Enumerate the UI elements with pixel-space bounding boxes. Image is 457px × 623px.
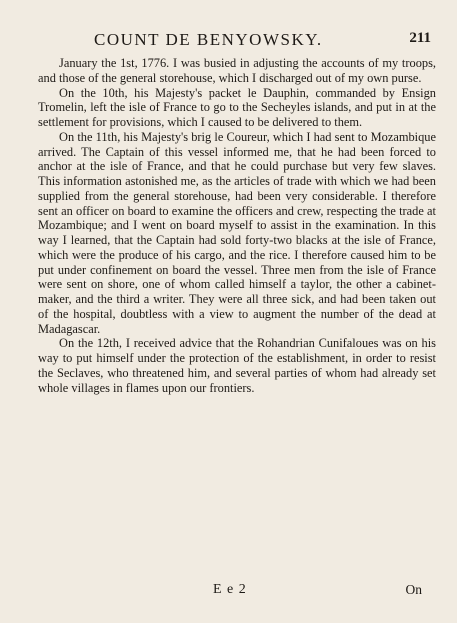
catchword: On [405, 582, 422, 597]
body-text [38, 56, 436, 395]
signature-mark: E e 2 [213, 582, 247, 597]
paragraph: On the 11th, his Majesty's brig le Coureur, which I had sent to Mozambique arrived. The Captain of this vessel informed me, that he had been forced to anchor at the isle of France, and that he could purchase but very few slaves. This information astonished me, as the articles of trade with which we had been supplied from the general storehouse, had been very considerable. I therefore sent an officer on board to examine the officers and crew, respecting the trade at Mozambique; and I went on board myself to assist in the examination. In this way I learned, that the Captain had sold forty-two blacks at the isle of France, which were the produce of his cargo, and the rice. I therefore caused him to be put under confinement on board the vessel. Three men from the isle of France were sent on shore, one of whom called himself a taylor, the other a cabinet-maker, and the third a writer. They were all three sick, and had been taken out of the hospital, doubtless with a view to augment the number of the dead at Madagascar. [38, 129, 436, 336]
paragraph: On the 12th, I received advice that the Rohandrian Cunifaloues was on his way to put himself under the protection of the establishment, in order to resist the Seclaves, who threatened him, and several parties of whom had already set whole villages in flames upon our frontiers. [38, 336, 436, 395]
page-number: 211 [409, 30, 431, 46]
paragraph: On the 10th, his Majesty's packet le Dauphin, commanded by Ensign Tromelin, left the isle of France to go to the Secheyles islands, and put in at the settlement for provisions, which I caused to be delivered to them. [38, 85, 436, 129]
page-header [40, 30, 431, 50]
running-head: COUNT DE BENYOWSKY. [94, 30, 323, 49]
page-footer [38, 582, 436, 600]
paragraph: January the 1st, 1776. I was busied in adjusting the accounts of my troops, and those of the general storehouse, which I discharged out of my own purse. [38, 56, 436, 85]
